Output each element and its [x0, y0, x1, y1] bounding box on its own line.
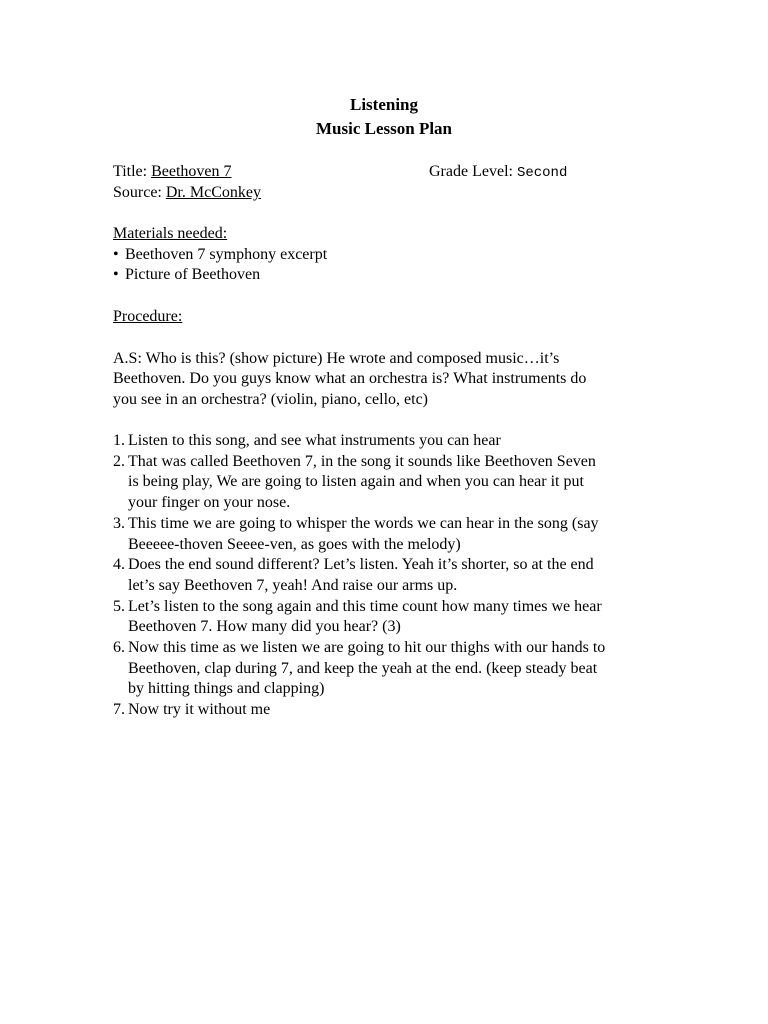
procedure-step [113, 597, 602, 617]
procedure-intro-line: you see in an orchestra? (violin, piano, cello, etc) [113, 391, 428, 408]
title-label: Title: [113, 163, 148, 180]
bullet-icon: • [113, 246, 119, 263]
procedure-step [113, 700, 270, 720]
materials-item [113, 245, 327, 265]
step-number: 4. [113, 556, 125, 573]
step-number: 1. [113, 432, 125, 449]
step-text-continued: is being play, We are going to listen again and when you can hear it put [128, 473, 584, 490]
source-value: Dr. McConkey [165, 184, 261, 201]
materials-item-text: Beethoven 7 symphony excerpt [125, 246, 328, 263]
source-field [113, 183, 261, 203]
step-number: 6. [113, 639, 125, 656]
step-text: Does the end sound different? Let’s listen. Yeah it’s shorter, so at the end [128, 556, 594, 573]
step-text: Now try it without me [128, 701, 271, 718]
procedure-step [113, 514, 599, 534]
materials-heading: Materials needed: [113, 225, 228, 242]
document-subtitle: Music Lesson Plan [315, 119, 453, 138]
grade-level-label: Grade Level: [429, 163, 513, 180]
document-title: Listening [349, 95, 419, 114]
procedure-step [113, 638, 605, 658]
title-value: Beethoven 7 [151, 163, 232, 180]
materials-item-text: Picture of Beethoven [125, 266, 261, 283]
step-text: Let’s listen to the song again and this time count how many times we hear [128, 598, 602, 615]
step-number: 7. [113, 701, 125, 718]
procedure-step [113, 555, 594, 575]
step-number: 2. [113, 453, 125, 470]
step-text: Now this time as we listen we are going to hit our thighs with our hands to [128, 639, 606, 656]
step-text: That was called Beethoven 7, in the song it sounds like Beethoven Seven [128, 453, 596, 470]
step-text-continued: Beethoven 7. How many did you hear? (3) [128, 618, 401, 635]
materials-item [113, 265, 260, 285]
procedure-intro-line: A.S: Who is this? (show picture) He wrote and composed music…it’s [113, 350, 560, 367]
procedure-heading: Procedure: [113, 308, 183, 325]
grade-level-value: Second [516, 165, 568, 181]
step-text-continued: Beeeee-thoven Seeee-ven, as goes with the melody) [128, 536, 461, 553]
step-text-continued: your finger on your nose. [128, 494, 291, 511]
bullet-icon: • [113, 266, 119, 283]
procedure-step [113, 431, 501, 451]
step-text-continued: let’s say Beethoven 7, yeah! And raise our arms up. [128, 577, 458, 594]
grade-level-field [429, 162, 567, 183]
source-label: Source: [113, 184, 162, 201]
step-text: Listen to this song, and see what instruments you can hear [128, 432, 501, 449]
step-text-continued: Beethoven, clap during 7, and keep the yeah at the end. (keep steady beat [128, 660, 598, 677]
procedure-intro-line: Beethoven. Do you guys know what an orchestra is? What instruments do [113, 370, 587, 387]
title-field [113, 162, 232, 182]
step-text-continued: by hitting things and clapping) [128, 680, 325, 697]
step-number: 3. [113, 515, 125, 532]
step-text: This time we are going to whisper the words we can hear in the song (say [128, 515, 599, 532]
step-number: 5. [113, 598, 125, 615]
procedure-step [113, 452, 596, 472]
